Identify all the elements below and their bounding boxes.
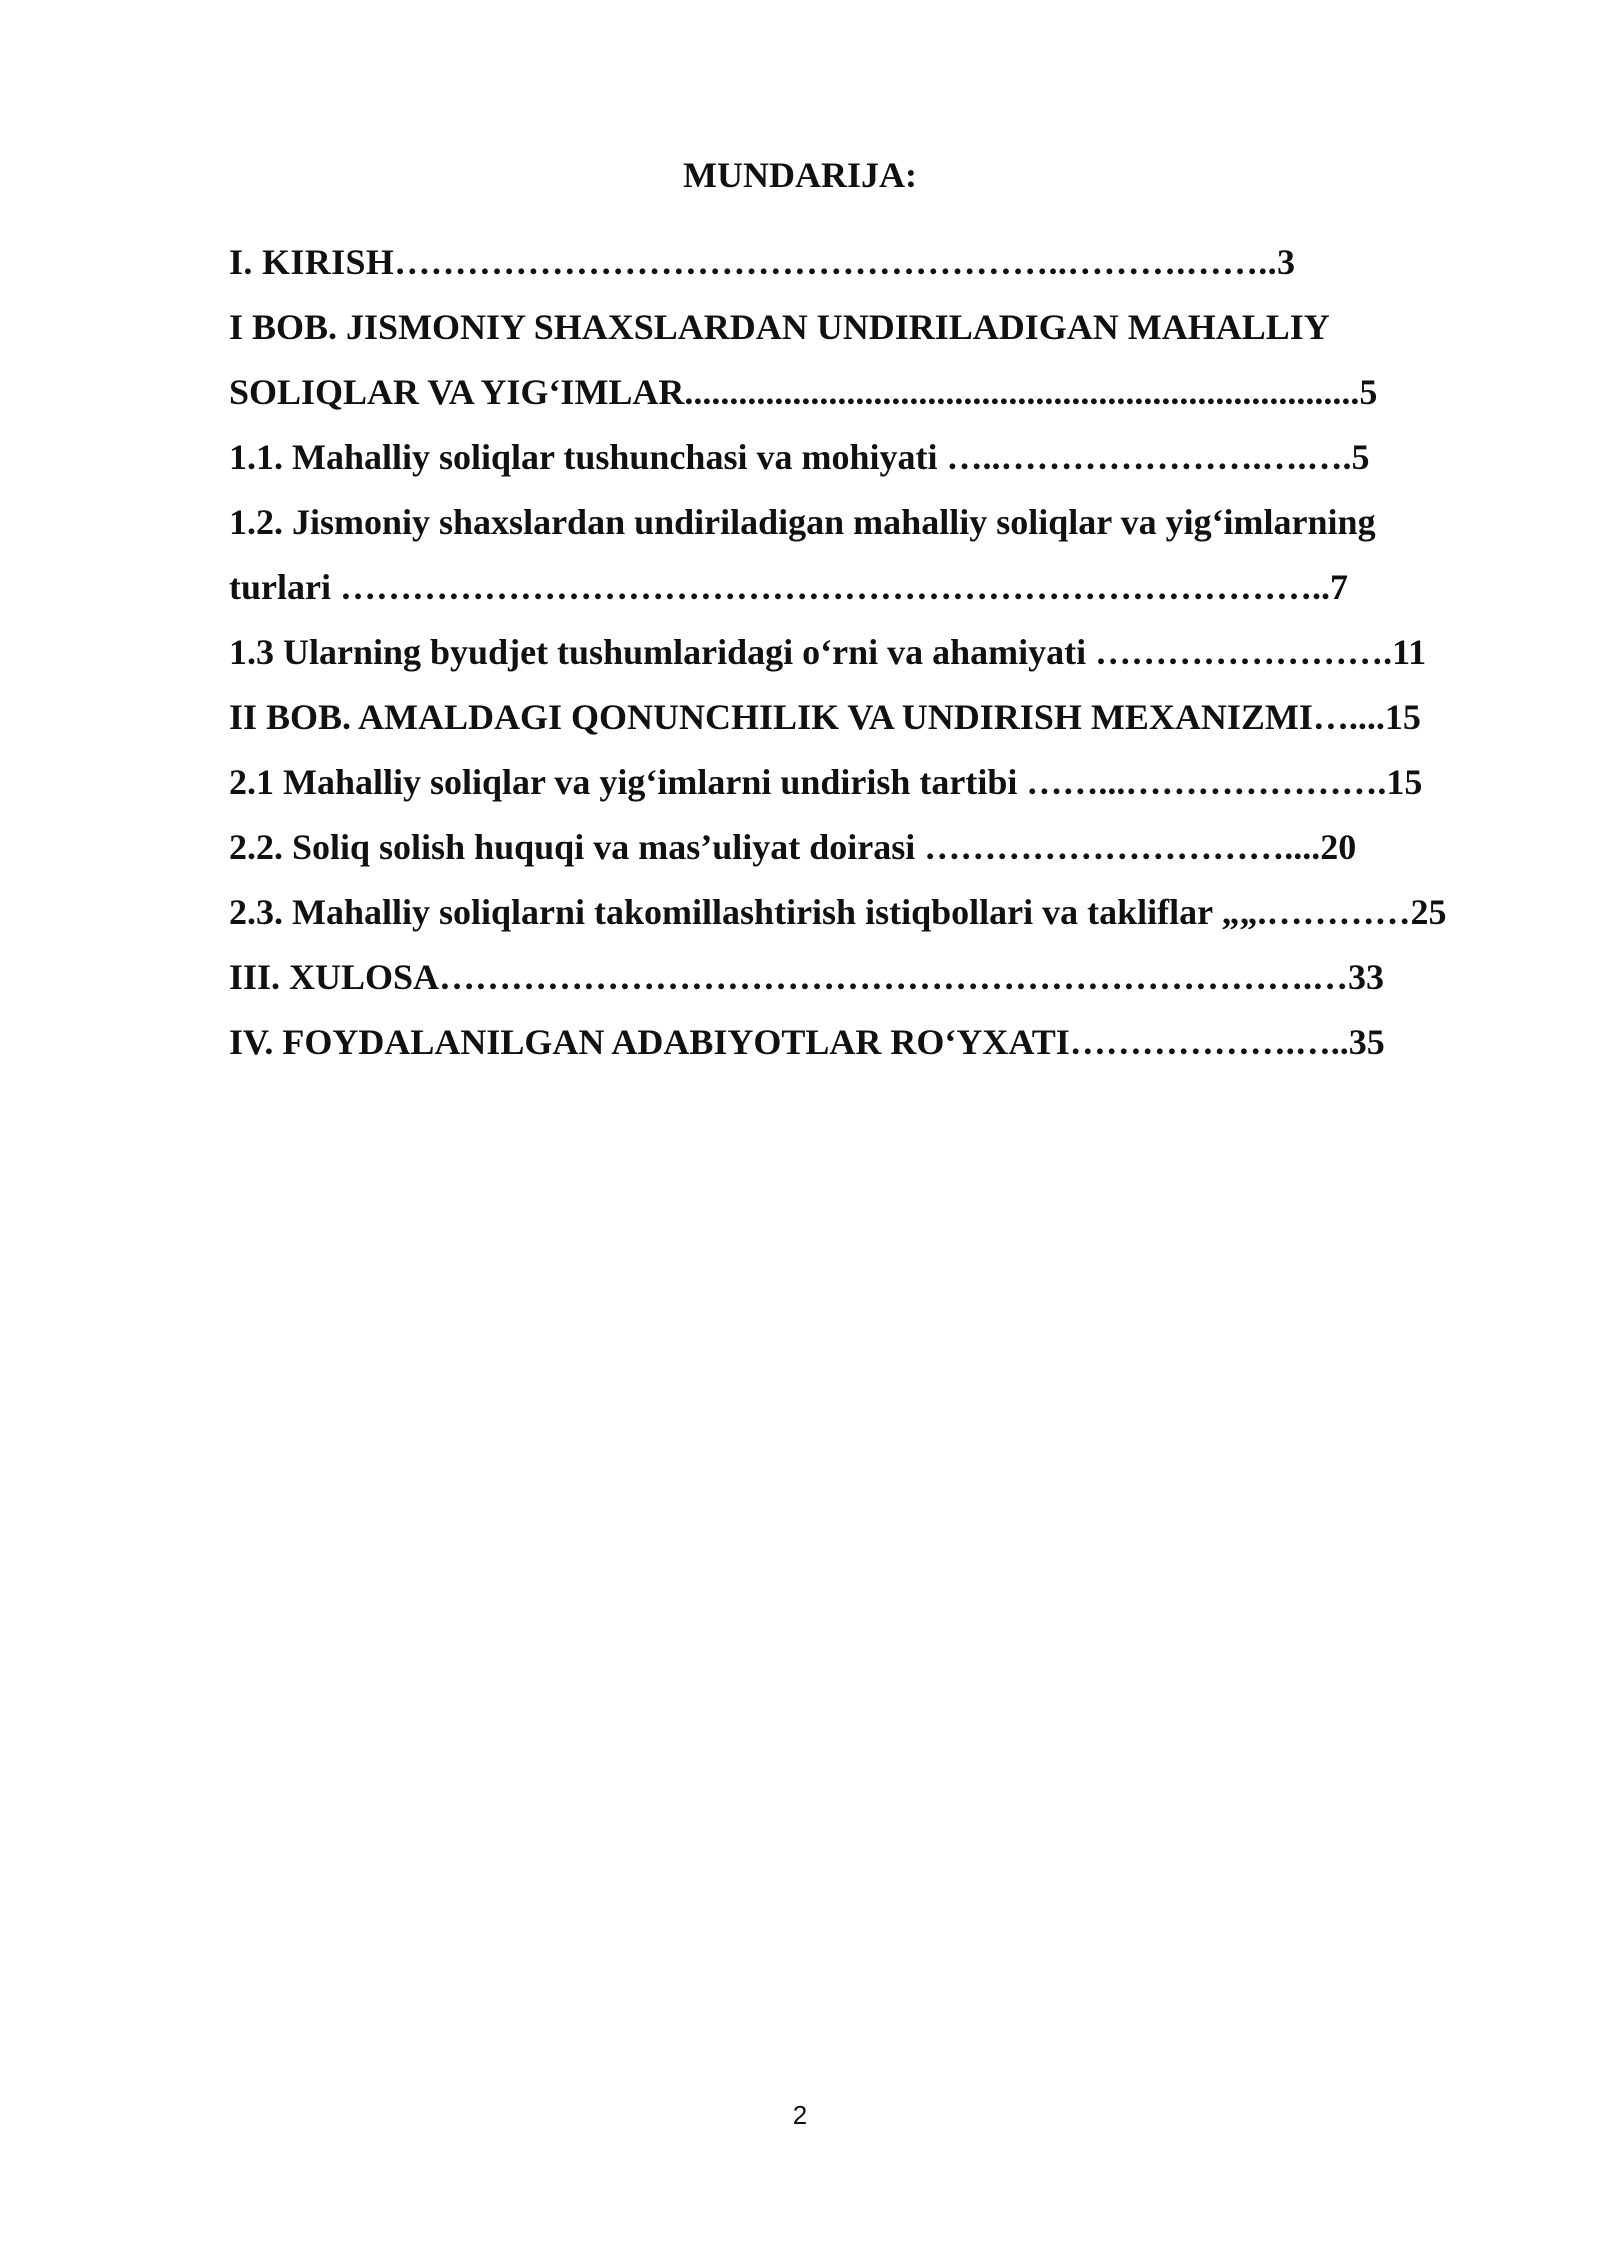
toc-entry-section-2-2: 2.2. Soliq solish huquqi va mas’uliyat doirasi …………………………....20: [229, 827, 1357, 867]
page-number: 2: [792, 2100, 808, 2130]
toc-entry-adabiyotlar: IV. FOYDALANILGAN ADABIYOTLAR RO‘YXATI……………….…..35: [229, 1022, 1385, 1062]
toc-entry-section-1-2: 1.2. Jismoniy shaxslardan undiriladigan mahalliy soliqlar va yig‘imlarning: [229, 502, 1376, 542]
table-of-contents: [229, 230, 1489, 1075]
page-title: MUNDARIJA:: [683, 155, 917, 195]
toc-entry-section-2-1: 2.1 Mahalliy soliqlar va yig‘imlarni undirish tartibi ……...………………….15: [229, 762, 1423, 802]
toc-entry-section-1-3: 1.3 Ularning byudjet tushumlaridagi o‘rni va ahamiyati …………………….11: [229, 632, 1427, 672]
toc-entry-kirish: I. KIRISH………………………………………………..……….……..3: [229, 242, 1296, 282]
toc-entry-chapter-1-heading: I BOB. JISMONIY SHAXSLARDAN UNDIRILADIGAN MAHALLIY: [229, 307, 1330, 347]
toc-entry-section-2-3: 2.3. Mahalliy soliqlarni takomillashtirish istiqbollari va takliflar „„.…………25: [229, 892, 1447, 932]
toc-entry-chapter-2-heading: II BOB. AMALDAGI QONUNCHILIK VA UNDIRISH MEXANIZMI…....15: [229, 697, 1421, 737]
toc-entry-chapter-1-heading-continued: SOLIQLAR VA YIG‘IMLAR...........................................................................5: [229, 372, 1378, 412]
toc-entry-xulosa: III. XULOSA……………………………………………………………….…33: [229, 957, 1385, 997]
toc-entry-section-1-2-continued: turlari ………………………………………………………………………..7: [229, 567, 1348, 607]
toc-entry-section-1-1: 1.1. Mahalliy soliqlar tushunchasi va mohiyati …..………………….….….5: [229, 437, 1370, 477]
